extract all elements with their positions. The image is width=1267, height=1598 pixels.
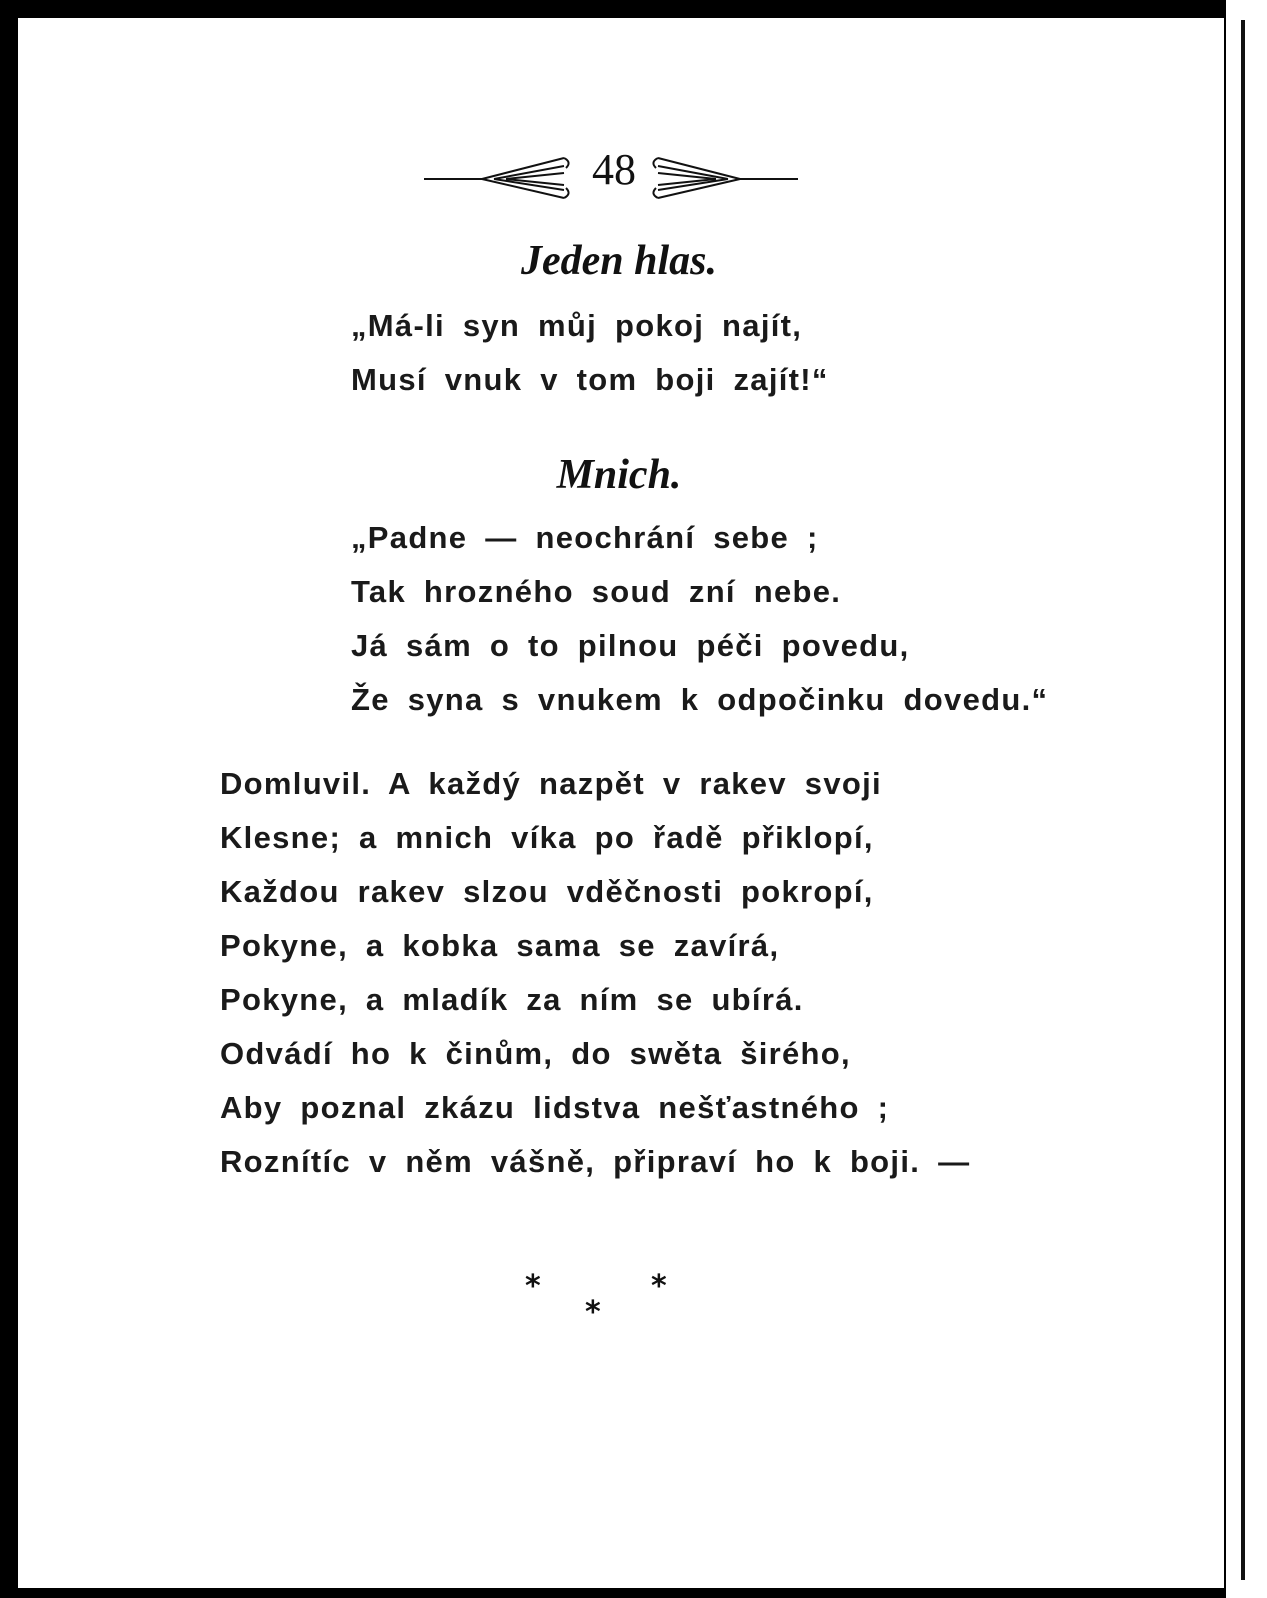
verse-line: „Padne — neochrání sebe ; xyxy=(351,520,819,555)
verse-line: Pokyne, a kobka sama se zavírá, xyxy=(220,928,780,963)
section-title-jeden-hlas: Jeden hlas. xyxy=(520,238,717,284)
book-page xyxy=(18,18,1224,1588)
verse-line: Musí vnuk v tom boji zajít!“ xyxy=(351,362,829,397)
binding-edge-line xyxy=(1241,20,1245,1580)
verse-line: Domluvil. A každý nazpět v rakev svoji xyxy=(220,766,882,801)
verse-line: Pokyne, a mladík za ním se ubírá. xyxy=(220,982,804,1017)
page-number: 48 xyxy=(592,145,636,194)
asterisk-icon: * xyxy=(651,1269,667,1304)
verse-line: Já sám o to pilnou péči povedu, xyxy=(351,628,910,663)
section-divider xyxy=(18,1269,1224,1332)
page-right-margin xyxy=(1226,0,1267,1598)
verse-line: Že syna s vnukem k odpočinku dovedu.“ xyxy=(351,682,1049,717)
verse-line: Odvádí ho k činům, do swěta širého, xyxy=(220,1036,851,1071)
section-title-mnich: Mnich. xyxy=(556,452,682,498)
page-header xyxy=(18,136,1224,206)
verse-line: Aby poznal zkázu lidstva nešťastného ; xyxy=(220,1090,890,1125)
verse-line: „Má-li syn můj pokoj najít, xyxy=(351,308,803,343)
left-ornament-icon xyxy=(424,146,574,206)
asterisk-icon: * xyxy=(585,1295,601,1330)
right-ornament-icon xyxy=(648,146,798,206)
verse-line: Tak hrozného soud zní nebe. xyxy=(351,574,842,609)
verse-line: Roznítíc v něm vášně, připraví ho k boji. — xyxy=(220,1144,971,1179)
verse-line: Klesne; a mnich víka po řadě přiklopí, xyxy=(220,820,874,855)
verse-line: Každou rakev slzou vděčnosti pokropí, xyxy=(220,874,874,909)
asterisk-icon: * xyxy=(525,1269,541,1304)
